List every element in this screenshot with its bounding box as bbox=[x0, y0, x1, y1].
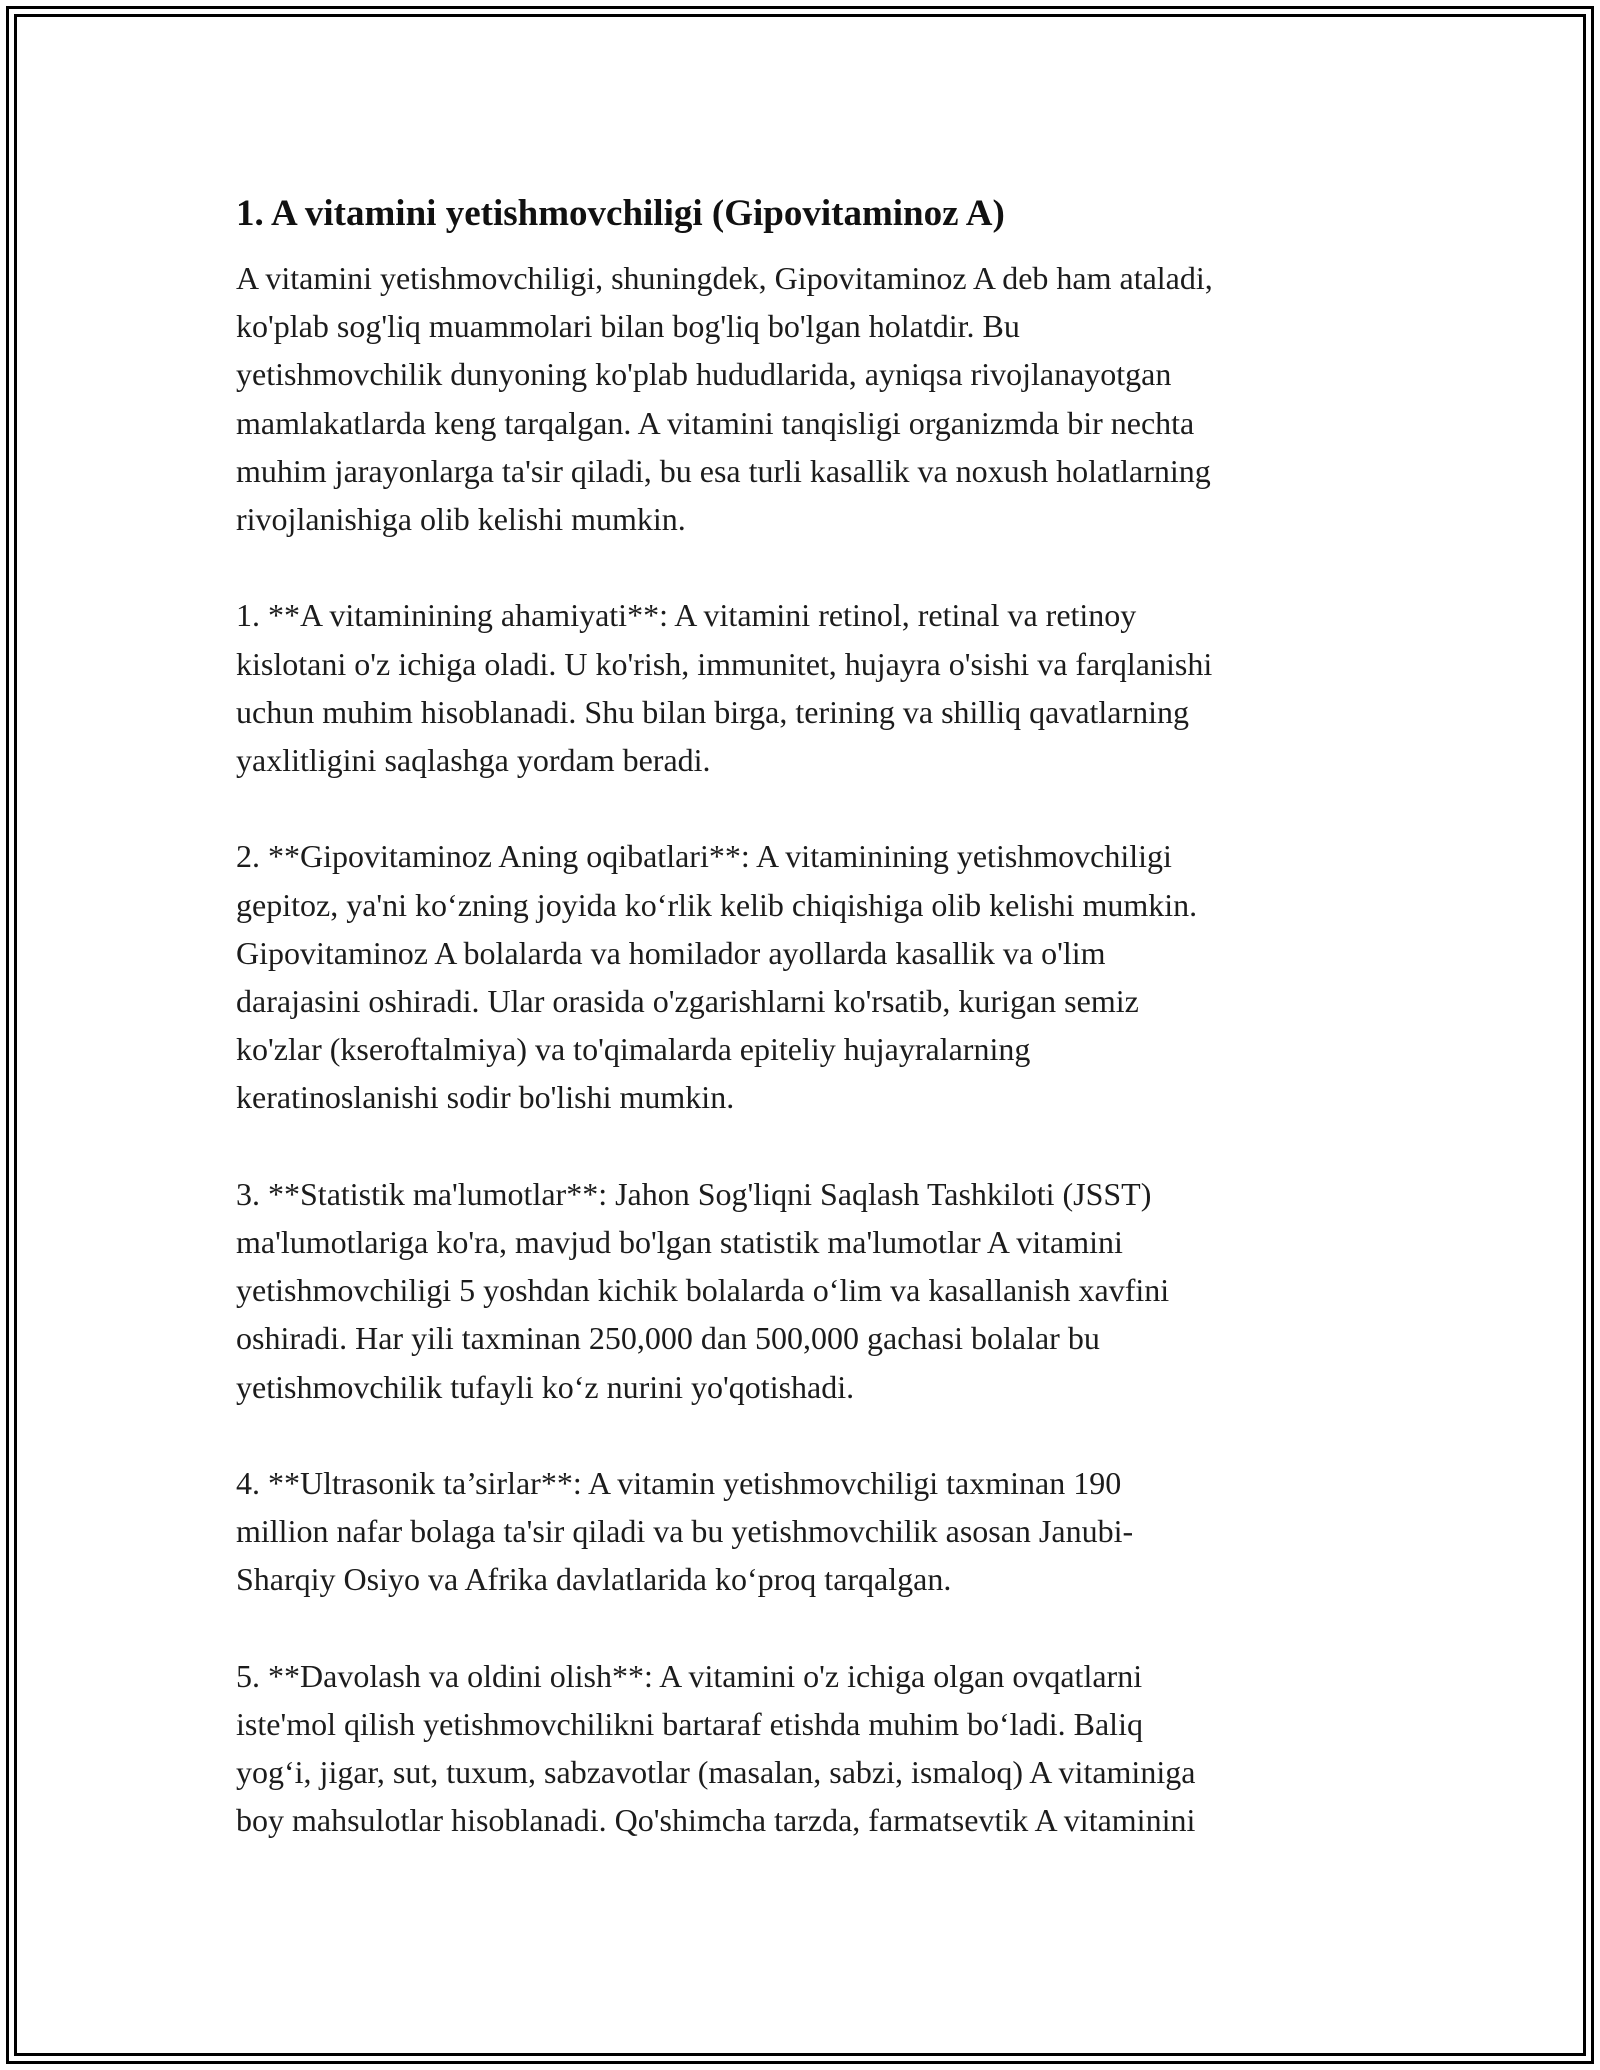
list-item-5-paragraph: 5. **Davolash va oldini olish**: A vitamini o'z ichiga olgan ovqatlarni iste'mol qilish yetishmovchilikni bartaraf etishda muhim bo‘ladi. Baliq yog‘i, jigar, sut, tuxum, sabzavotlar (masalan, sabzi, ismaloq) A vitaminiga boy mahsulotlar hisoblanadi. Qo'shimcha tarzda, farmatsevtik A vitaminini bbox=[236, 1657, 1196, 1839]
list-item-1-paragraph: 1. **A vitaminining ahamiyati**: A vitamini retinol, retinal va retinoy kislotani o'z ichiga oladi. U ko'rish, immunitet, hujayra o'sishi va farqlanishi uchun muhim hisoblanadi. Shu bilan birga, terining va shilliq qavatlarning yaxlitligini saqlashga yordam beradi. bbox=[236, 597, 1213, 779]
list-item-3-paragraph: 3. **Statistik ma'lumotlar**: Jahon Sog'liqni Saqlash Tashkiloti (JSST) ma'lumotlariga ko'ra, mavjud bo'lgan statistik ma'lumotlar A vitamini yetishmovchiligi 5 yoshdan kichik bolalarda o‘lim va kasallanish xavfini oshiradi. Har yili taxminan 250,000 dan 500,000 gachasi bolalar bu yetishmovchilik tufayli ko‘z nurini yo'qotishadi. bbox=[236, 1175, 1170, 1405]
list-item-2-paragraph: 2. **Gipovitaminoz Aning oqibatlari**: A vitaminining yetishmovchiligi gepitoz, ya'ni ko‘zning joyida ko‘rlik kelib chiqishiga olib kelishi mumkin. Gipovitaminoz A bolalarda va homilador ayollarda kasallik va o'lim darajasini oshiradi. Ular orasida o'zgarishlarni ko'rsatib, kurigan semiz ko'zlar (kseroftalmiya) va to'qimalarda epiteliy hujayralarning keratinoslanishi sodir bo'lishi mumkin. bbox=[236, 838, 1198, 1116]
intro-paragraph: A vitamini yetishmovchiligi, shuningdek, Gipovitaminoz A deb ham ataladi, ko'plab sog'liq muammolari bilan bog'liq bo'lgan holatdir. Bu yetishmovchilik dunyoning ko'plab hududlarida, ayniqsa rivojlanayotgan mamlakatlarda keng tarqalgan. A vitamini tanqisligi organizmda bir nechta muhim jarayonlarga ta'sir qiladi, bu esa turli kasallik va noxush holatlarning rivojlanishiga olib kelishi mumkin. bbox=[236, 260, 1213, 538]
document-body bbox=[236, 186, 1366, 1893]
list-item-4-paragraph: 4. **Ultrasonik ta’sirlar**: A vitamin yetishmovchiligi taxminan 190 million nafar bolaga ta'sir qiladi va bu yetishmovchilik asosan Janubi- Sharqiy Osiyo va Afrika davlatlarida ko‘proq tarqalgan. bbox=[236, 1465, 1134, 1598]
section-heading: 1. A vitamini yetishmovchiligi (Gipovitaminoz A) bbox=[236, 193, 1005, 234]
